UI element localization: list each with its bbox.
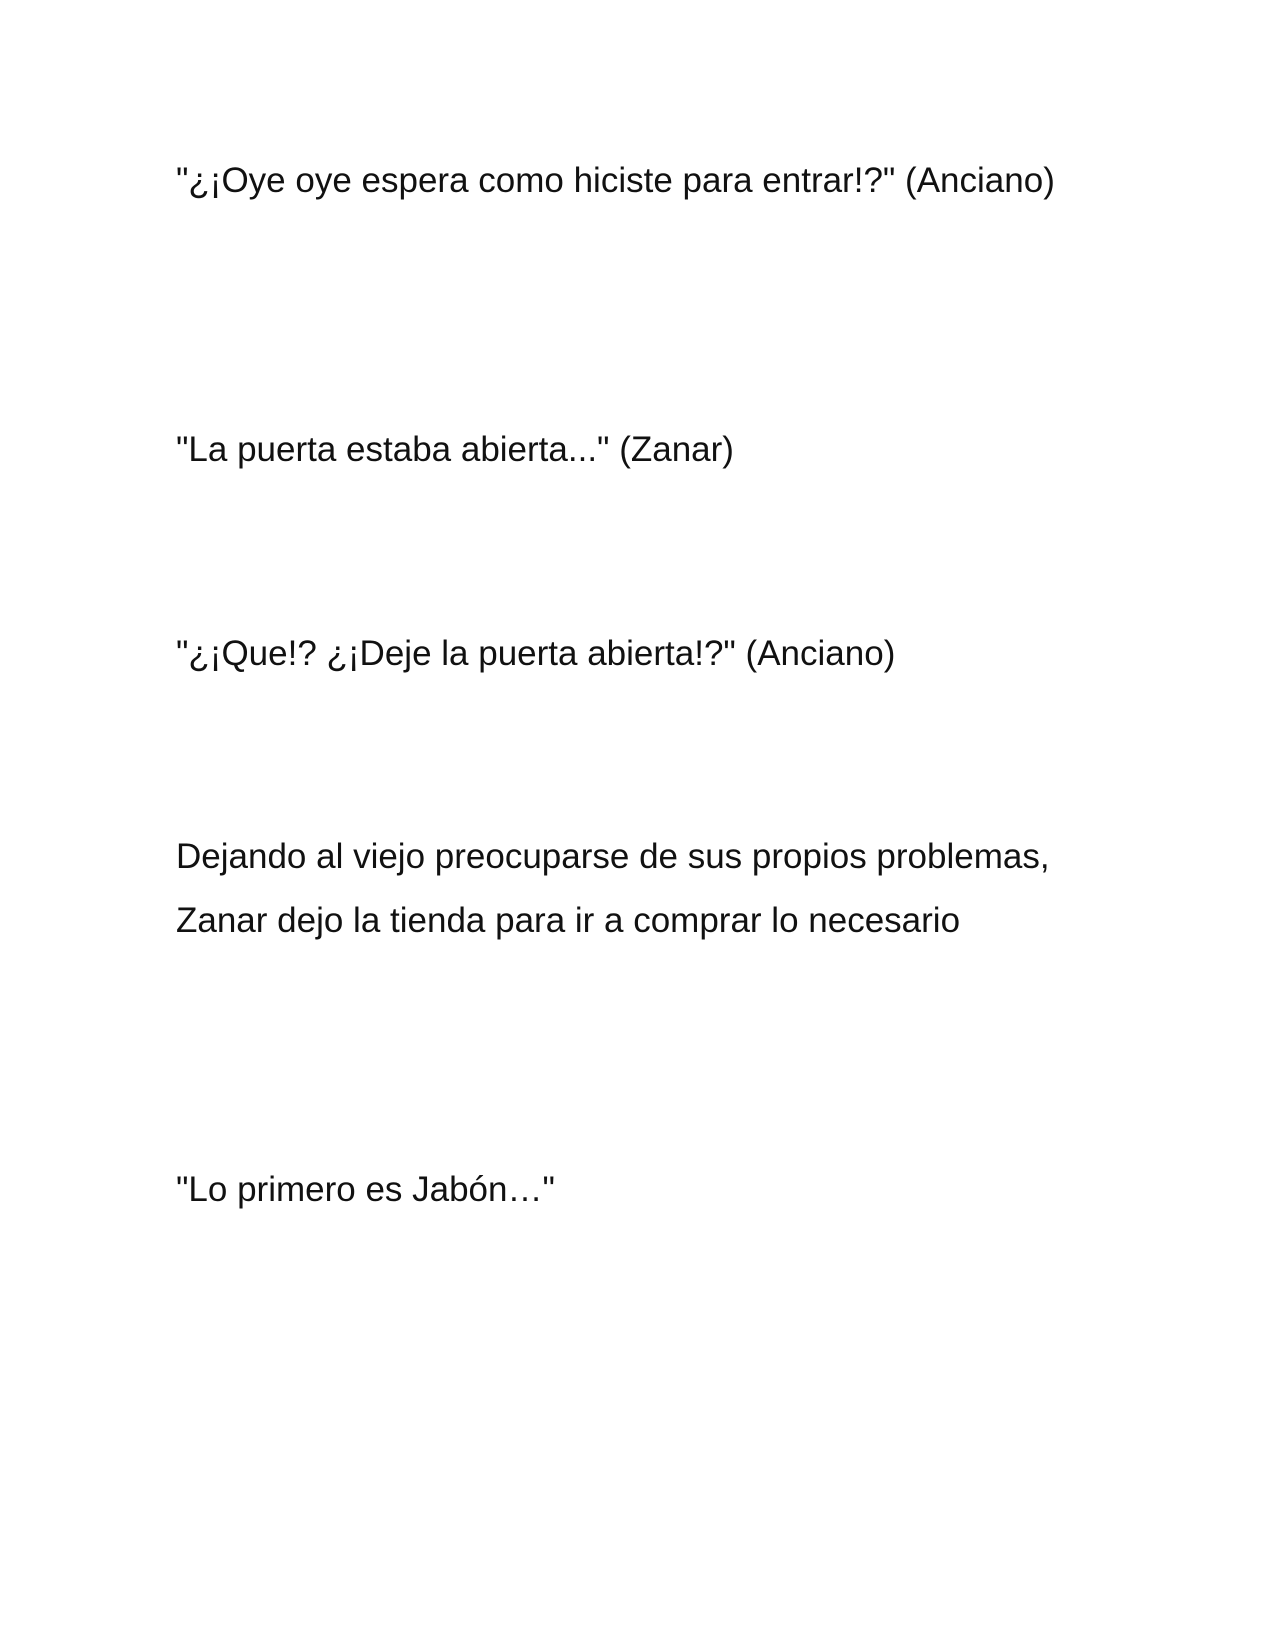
paragraph-2: "La puerta estaba abierta..." (Zanar) (176, 430, 734, 469)
paragraph-1: "¿¡Oye oye espera como hiciste para entrar!?" (Anciano) (176, 161, 1055, 200)
paragraph-3: "¿¡Que!? ¿¡Deje la puerta abierta!?" (Anciano) (176, 634, 896, 673)
paragraph-5: "Lo primero es Jabón…" (176, 1170, 555, 1209)
paragraph-4: Dejando al viejo preocuparse de sus propios problemas, Zanar dejo la tienda para ir a comprar lo necesario (176, 837, 1050, 940)
